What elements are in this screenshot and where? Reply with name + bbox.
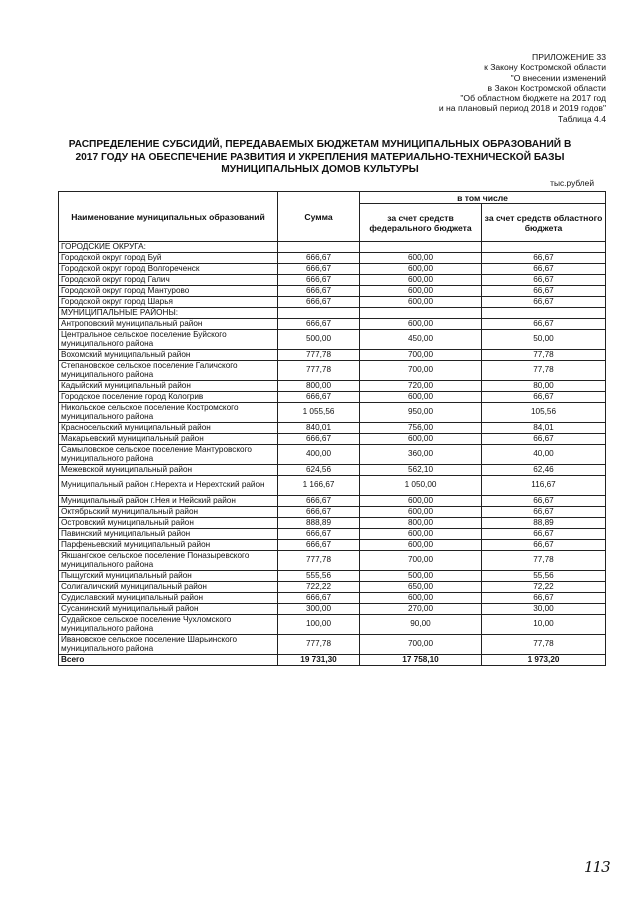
total-row (59, 655, 606, 666)
total-sum: 19 731,30 (278, 655, 360, 666)
table-row (59, 319, 606, 330)
sum-value: 1 055,56 (278, 403, 360, 423)
table-row (59, 403, 606, 423)
regional-value: 66,67 (482, 392, 606, 403)
sum-value: 666,67 (278, 593, 360, 604)
table-header (59, 192, 606, 242)
federal-value: 90,00 (360, 615, 482, 635)
municipality-name: Судайское сельское поселение Чухломского муниципального района (59, 615, 278, 635)
total-label: Всего (59, 655, 278, 666)
empty-cell (360, 308, 482, 319)
regional-value: 66,67 (482, 593, 606, 604)
municipality-name: Городской округ город Галич (59, 275, 278, 286)
municipality-name: Центральное сельское поселение Буйского муниципального района (59, 330, 278, 350)
sum-value: 1 166,67 (278, 476, 360, 496)
sum-value: 666,67 (278, 529, 360, 540)
sum-value: 666,67 (278, 507, 360, 518)
federal-value: 600,00 (360, 540, 482, 551)
federal-value: 650,00 (360, 582, 482, 593)
header-federal: за счет средств федерального бюджета (360, 204, 482, 242)
regional-value: 66,67 (482, 434, 606, 445)
sum-value: 500,00 (278, 330, 360, 350)
table-row (59, 518, 606, 529)
section-title: МУНИЦИПАЛЬНЫЕ РАЙОНЫ: (59, 308, 278, 319)
municipality-name: Межевской муниципальный район (59, 465, 278, 476)
municipality-name: Кадыйский муниципальный район (59, 381, 278, 392)
municipality-name: Городской округ город Мантурово (59, 286, 278, 297)
total-regional: 1 973,20 (482, 655, 606, 666)
table-row (59, 392, 606, 403)
regional-value: 77,78 (482, 635, 606, 655)
federal-value: 700,00 (360, 361, 482, 381)
regional-value: 77,78 (482, 551, 606, 571)
section-title: ГОРОДСКИЕ ОКРУГА: (59, 242, 278, 253)
sum-value: 666,67 (278, 297, 360, 308)
table-row (59, 330, 606, 350)
title-line-2: 2017 ГОДУ НА ОБЕСПЕЧЕНИЕ РАЗВИТИЯ И УКРЕПЛЕНИЯ МАТЕРИАЛЬНО-ТЕХНИЧЕСКОЙ БАЗЫ (75, 151, 565, 163)
appendix-line: Таблица 4.4 (557, 113, 606, 124)
header-regional: за счет средств областного бюджета (482, 204, 606, 242)
federal-value: 500,00 (360, 571, 482, 582)
regional-value: 116,67 (482, 476, 606, 496)
appendix-line: в Закон Костромской области (487, 82, 606, 93)
regional-value: 66,67 (482, 507, 606, 518)
federal-value: 800,00 (360, 518, 482, 529)
empty-cell (278, 242, 360, 253)
sum-value: 100,00 (278, 615, 360, 635)
municipality-name: Павинский муниципальный район (59, 529, 278, 540)
sum-value: 777,78 (278, 350, 360, 361)
municipality-name: Вохомский муниципальный район (59, 350, 278, 361)
sum-value: 666,67 (278, 496, 360, 507)
regional-value: 80,00 (482, 381, 606, 392)
regional-value: 77,78 (482, 350, 606, 361)
sum-value: 666,67 (278, 540, 360, 551)
sum-value: 624,56 (278, 465, 360, 476)
regional-value: 66,67 (482, 319, 606, 330)
table-row (59, 381, 606, 392)
federal-value: 600,00 (360, 275, 482, 286)
federal-value: 600,00 (360, 319, 482, 330)
municipality-name: Степановское сельское поселение Галичского муниципального района (59, 361, 278, 381)
table-row (59, 476, 606, 496)
sum-value: 800,00 (278, 381, 360, 392)
unit-label: тыс.рублей (550, 178, 594, 188)
federal-value: 600,00 (360, 496, 482, 507)
municipality-name: Парфеньевский муниципальный район (59, 540, 278, 551)
federal-value: 700,00 (360, 350, 482, 361)
regional-value: 105,56 (482, 403, 606, 423)
sum-value: 777,78 (278, 635, 360, 655)
federal-value: 600,00 (360, 392, 482, 403)
regional-value: 72,22 (482, 582, 606, 593)
total-federal: 17 758,10 (360, 655, 482, 666)
regional-value: 55,56 (482, 571, 606, 582)
sum-value: 666,67 (278, 434, 360, 445)
document-title (60, 139, 580, 177)
table-row (59, 361, 606, 381)
federal-value: 450,00 (360, 330, 482, 350)
federal-value: 600,00 (360, 253, 482, 264)
table-row (59, 593, 606, 604)
municipality-name: Октябрьский муниципальный район (59, 507, 278, 518)
federal-value: 600,00 (360, 593, 482, 604)
empty-cell (482, 242, 606, 253)
federal-value: 600,00 (360, 286, 482, 297)
header-name: Наименование муниципальных образований (59, 192, 278, 242)
municipality-name: Самыловское сельское поселение Мантуровского муниципального района (59, 445, 278, 465)
regional-value: 66,67 (482, 275, 606, 286)
regional-value: 66,67 (482, 540, 606, 551)
regional-value: 66,67 (482, 286, 606, 297)
table-row (59, 571, 606, 582)
federal-value: 950,00 (360, 403, 482, 423)
table-row (59, 604, 606, 615)
municipality-name: Островский муниципальный район (59, 518, 278, 529)
table-row (59, 551, 606, 571)
regional-value: 66,67 (482, 253, 606, 264)
regional-value: 66,67 (482, 297, 606, 308)
appendix-block (306, 52, 606, 124)
regional-value: 66,67 (482, 264, 606, 275)
municipality-name: Муниципальный район г.Нерехта и Нерехтский район (59, 476, 278, 496)
table-row (59, 286, 606, 297)
municipality-name: Никольское сельское поселение Костромского муниципального района (59, 403, 278, 423)
table-row (59, 507, 606, 518)
table-row (59, 423, 606, 434)
table-row (59, 529, 606, 540)
federal-value: 1 050,00 (360, 476, 482, 496)
regional-value: 30,00 (482, 604, 606, 615)
appendix-line: ПРИЛОЖЕНИЕ 33 (532, 52, 606, 62)
table-row (59, 264, 606, 275)
regional-value: 66,67 (482, 496, 606, 507)
sum-value: 666,67 (278, 275, 360, 286)
table-row (59, 615, 606, 635)
table-row (59, 540, 606, 551)
sum-value: 666,67 (278, 253, 360, 264)
sum-value: 300,00 (278, 604, 360, 615)
sum-value: 666,67 (278, 264, 360, 275)
regional-value: 84,01 (482, 423, 606, 434)
municipality-name: Городской округ город Волгореченск (59, 264, 278, 275)
empty-cell (482, 308, 606, 319)
section-row (59, 242, 606, 253)
federal-value: 600,00 (360, 297, 482, 308)
federal-value: 720,00 (360, 381, 482, 392)
section-row (59, 308, 606, 319)
table-row (59, 297, 606, 308)
table-row (59, 350, 606, 361)
municipality-name: Солигаличский муниципальный район (59, 582, 278, 593)
federal-value: 600,00 (360, 529, 482, 540)
sum-value: 722,22 (278, 582, 360, 593)
municipality-name: Судиславский муниципальный район (59, 593, 278, 604)
regional-value: 77,78 (482, 361, 606, 381)
federal-value: 600,00 (360, 507, 482, 518)
municipality-name: Городское поселение город Кологрив (59, 392, 278, 403)
federal-value: 756,00 (360, 423, 482, 434)
sum-value: 400,00 (278, 445, 360, 465)
sum-value: 888,89 (278, 518, 360, 529)
header-including: в том числе (360, 192, 606, 204)
table-row (59, 496, 606, 507)
regional-value: 62,46 (482, 465, 606, 476)
regional-value: 40,00 (482, 445, 606, 465)
municipality-name: Городской округ город Шарья (59, 297, 278, 308)
municipality-name: Якшангское сельское поселение Поназыревского муниципального района (59, 551, 278, 571)
municipality-name: Сусанинский муниципальный район (59, 604, 278, 615)
sum-value: 777,78 (278, 551, 360, 571)
header-sum: Сумма (278, 192, 360, 242)
regional-value: 66,67 (482, 529, 606, 540)
table-row (59, 445, 606, 465)
sum-value: 777,78 (278, 361, 360, 381)
table-row (59, 582, 606, 593)
sum-value: 666,67 (278, 392, 360, 403)
municipality-name: Пыщугский муниципальный район (59, 571, 278, 582)
municipality-name: Городской округ город Буй (59, 253, 278, 264)
title-line-3: МУНИЦИПАЛЬНЫХ ДОМОВ КУЛЬТУРЫ (221, 164, 419, 176)
table-body (59, 242, 606, 666)
federal-value: 700,00 (360, 635, 482, 655)
federal-value: 270,00 (360, 604, 482, 615)
federal-value: 360,00 (360, 445, 482, 465)
empty-cell (278, 308, 360, 319)
sum-value: 666,67 (278, 286, 360, 297)
appendix-line: "О внесении изменений (510, 72, 606, 83)
municipality-name: Красносельский муниципальный район (59, 423, 278, 434)
table-row (59, 465, 606, 476)
table-row (59, 635, 606, 655)
municipality-name: Макарьевский муниципальный район (59, 434, 278, 445)
empty-cell (360, 242, 482, 253)
title-line-1: РАСПРЕДЕЛЕНИЕ СУБСИДИЙ, ПЕРЕДАВАЕМЫХ БЮДЖЕТАМ МУНИЦИПАЛЬНЫХ ОБРАЗОВАНИЙ В (68, 139, 572, 150)
table-row (59, 275, 606, 286)
federal-value: 600,00 (360, 264, 482, 275)
municipality-name: Муниципальный район г.Нея и Нейский район (59, 496, 278, 507)
sum-value: 840,01 (278, 423, 360, 434)
municipality-name: Ивановское сельское поселение Шарьинского муниципального района (59, 635, 278, 655)
appendix-line: "Об областном бюджете на 2017 год (460, 93, 606, 104)
appendix-line: к Закону Костромской области (484, 62, 606, 73)
regional-value: 50,00 (482, 330, 606, 350)
table-row (59, 434, 606, 445)
regional-value: 88,89 (482, 518, 606, 529)
sum-value: 666,67 (278, 319, 360, 330)
page-number: 113 (584, 858, 610, 876)
federal-value: 562,10 (360, 465, 482, 476)
regional-value: 10,00 (482, 615, 606, 635)
municipality-name: Антроповский муниципальный район (59, 319, 278, 330)
subsidy-table (58, 191, 606, 666)
appendix-line: и на плановый период 2018 и 2019 годов" (438, 103, 606, 114)
federal-value: 600,00 (360, 434, 482, 445)
table-row (59, 253, 606, 264)
federal-value: 700,00 (360, 551, 482, 571)
sum-value: 555,56 (278, 571, 360, 582)
